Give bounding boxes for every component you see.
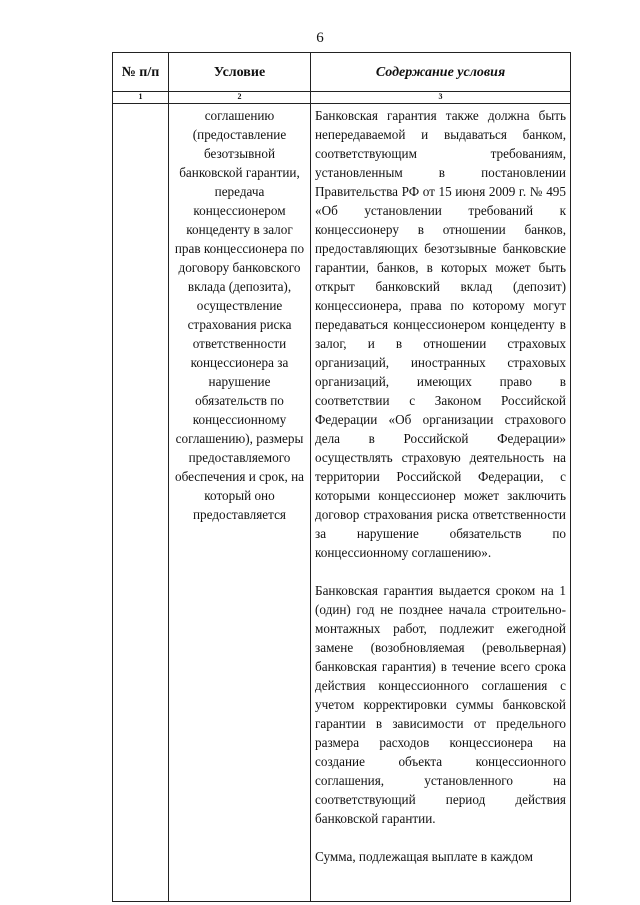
page-number: 6: [316, 30, 324, 46]
column-number-row: [113, 92, 571, 104]
condition-cell: соглашению (предоставление безотзывной банковской гарантии, передача концессионером концеденту в залог прав концессионера по договору банковского вклада (депозита), осуществление страхования риска ответственности концессионера за нарушение обязательств по концессионному соглашению), размеры предоставляемого обеспечения и срок, на который оно предоставляется: [169, 104, 311, 902]
header-content: Содержание условия: [311, 53, 571, 92]
table-row: [113, 104, 571, 902]
content-cell: [311, 104, 571, 902]
conditions-table: [112, 52, 571, 902]
row-number-cell: [113, 104, 169, 902]
table-header-row: [113, 53, 571, 92]
content-paragraph: Банковская гарантия также должна быть непередаваемой и выдаваться банком, соответствующим требованиям, установленным в постановлении Правительства РФ от 15 июня 2009 г. № 495 «Об установлении требований к концессионеру в отношении банков, предоставляющих безотзывные банковские гарантии, банков, в которых может быть открыт банковский вклад (депозит) концессионера, права по которому могут передаваться концессионером концеденту в залог, и в отношении страховых организаций, иностранных страховых организаций, имеющих право в соответствии с Законом Российской Федерации «Об организации страхового дела в Российской Федерации» осуществлять страховую деятельность на территории Российской Федерации, с которыми концессионер может заключить договор страхования риска ответственности за нарушение обязательств по концессионному соглашению».: [315, 108, 566, 560]
column-number-2: 2: [169, 92, 311, 104]
header-condition: Условие: [169, 53, 311, 92]
content-paragraph: Сумма, подлежащая выплате в каждом: [315, 849, 533, 864]
content-paragraph: Банковская гарантия выдается сроком на 1 (один) год не позднее начала строительно-монтажных работ, подлежит ежегодной замене (возобновляемая (револьверная) банковская гарантия) в течение всего срока действия концессионного соглашения с учетом корректировки суммы банковской гарантии в зависимости от предельного размера расходов концессионера на создание объекта концессионного соглашения, установленного на соответствующий период действия банковской гарантии.: [315, 583, 566, 826]
column-number-1: 1: [113, 92, 169, 104]
column-number-3: 3: [311, 92, 571, 104]
header-number: № п/п: [113, 53, 169, 92]
